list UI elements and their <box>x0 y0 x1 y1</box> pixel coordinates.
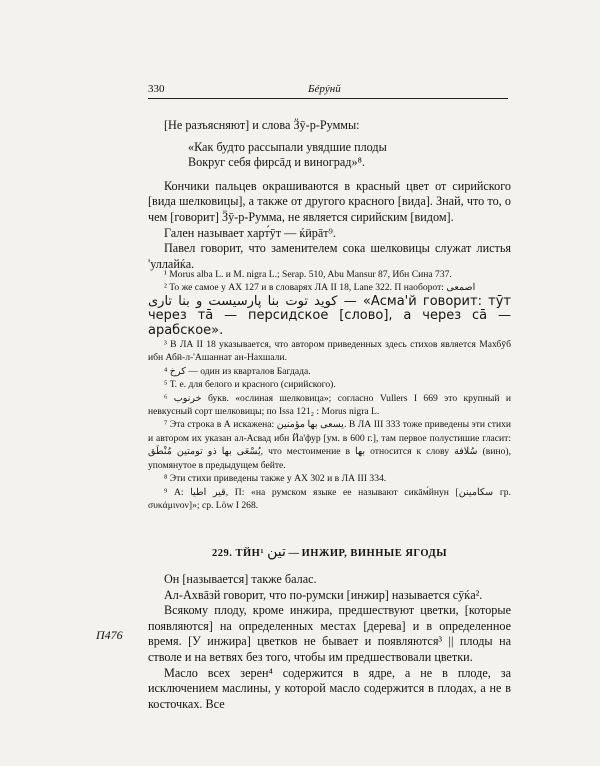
footnote-5: ⁵ Т. е. для белого и красного (сирийского). <box>164 379 336 391</box>
footnote-2-arabic: کوید توت بنا پارسیست و بنا تاری — «Асма'й говорит: тӯт через тā — персидское [слово], а через сā — арабское». <box>148 293 511 338</box>
section-title <box>148 544 511 560</box>
paragraph-1: Кончики пальцев окрашиваются в красный цвет от сирийского [вида шелковицы], а также от другого красного [вида]. Знай, что то, о чем [говорит] Ӟӯ-р-Румма, не является сирийским [видом]. <box>148 178 511 224</box>
paragraph-3: Павел говорит, что заменителем сока шелковицы служат листья 'уллайќа. <box>148 241 511 271</box>
section-paragraph-2: Ал-Ахвāзй говорит, что по-румски [инжир] называется сӯќа². <box>164 587 483 602</box>
section-title-arabic: تين <box>267 544 286 560</box>
verse-line-2: Вокруг себя фирсāд и виноград»⁸. <box>188 155 365 170</box>
intro-line: [Не разъясняют] и слова Ӟӯ-р-Руммы: <box>164 118 360 132</box>
section-title-number: 229. ТЙН¹ <box>211 548 264 559</box>
footnote-9: ⁹ А: قير اطيا, П: «на румском языке ее называют сикāм́йнун [سكامينن гр. συκάμινον]»; ср. Löw I 268. <box>148 486 512 511</box>
section-text <box>148 572 511 712</box>
footnotes <box>148 268 511 512</box>
footnote-7: ⁷ Эта строка в А искажена: يسعى بها مؤمنين. В ЛА III 333 тоже приведены эти стихи и автором их указан ал-Асвад ибн Йа'фур [ум. в 600 г.], там первое полустишие гласит: يُسْعَى بها ذو تومتين مُنْطَق, что местоимение в بها относится к слову سُلافة (вино), упомянутое в предыдущем бейте. <box>148 419 512 471</box>
section-paragraph-3: Всякому плоду, кроме инжира, предшествуют цветки, [которые появляются] на определенных местах [дерева] и в определенное время. [У инжира] цветков не бывает и появляются³ || плоды на стволе и на ветвях без того, чтобы им предшествовали цветки. <box>148 603 511 664</box>
footnote-6: ⁶ خرنوب букв. «ослиная шелковица»; согласно Vullers I 669 это крупный и невкусный сорт шелковицы; по Issa 121₂ : Morus nigra L. <box>148 392 511 418</box>
section-paragraph-1: Он [называется] также балас. <box>164 572 317 586</box>
top-text <box>148 118 511 272</box>
section-heading <box>148 544 511 560</box>
paragraph-2: Гален называет харт́ӯт — ќӣрāт⁹. <box>164 225 336 240</box>
running-title: Бéрýнй <box>308 83 341 95</box>
footnote-4: ⁴ کرخ — один из кварталов Багдада. <box>164 365 311 377</box>
section-paragraph-4: Масло всех зерен⁴ содержится в ядре, а не в плоде, за исключением маслины, у которой масло содержится в плодах, а не в косточках. Все <box>148 665 511 711</box>
footnote-2: ² То же самое у АХ 127 и в словарях ЛА II 18, Lane 322. П наоборот: اصمعی <box>164 282 476 294</box>
margin-folio-label: П476 <box>96 628 123 642</box>
page-header <box>148 83 508 97</box>
verse-line-1: «Как будто рассыпали увядшие плоды <box>188 139 387 154</box>
header-rule <box>148 98 508 99</box>
footnote-3: ³ В ЛА II 18 указывается, что автором приведенных здесь стихов является Махбӯб ибн Абӣ-л-'Ашаннат ан-Нахшали. <box>148 339 511 364</box>
section-title-text: — ИНЖИР, ВИННЫЕ ЯГОДЫ <box>288 548 447 559</box>
footnote-2-cont <box>148 295 511 338</box>
page-number: 330 <box>148 83 165 95</box>
footnote-1: ¹ Morus alba L. и M. nigra L.; Serap. 510, Abu Mansur 87, Ибн Сина 737. <box>164 269 452 280</box>
footnote-8: ⁸ Эти стихи приведены также у АХ 302 и в ЛА III 334. <box>164 473 387 485</box>
